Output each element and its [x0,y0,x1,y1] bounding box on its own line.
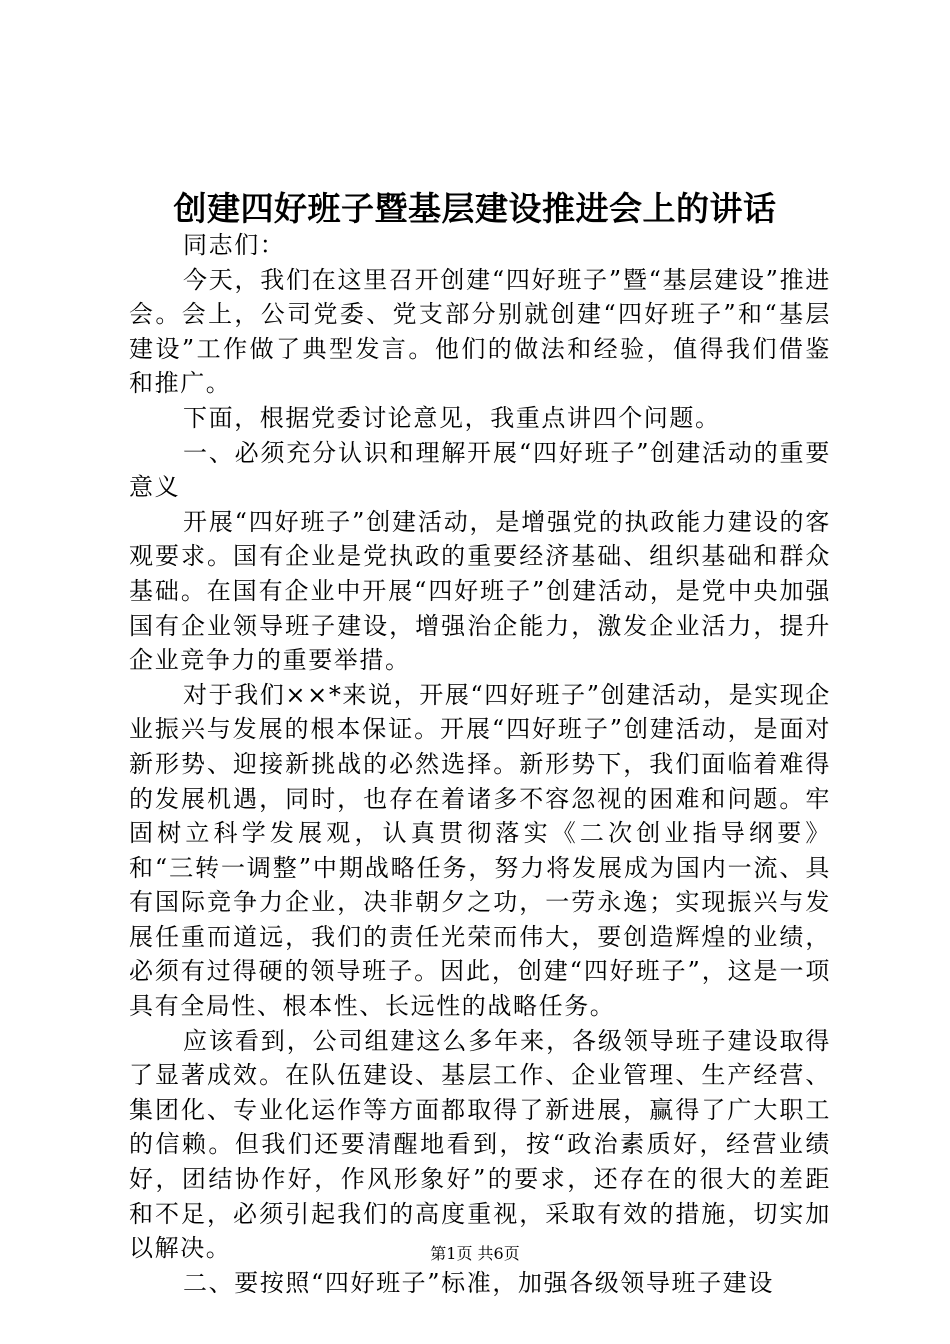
section-heading: 二、要按照“四好班子”标准，加强各级领导班子建设 [183,1268,774,1297]
paragraph: 应该看到，公司组建这么多年来，各级领导班子建设取得了显著成效。在队伍建设、基层工作、企业管理、生产经营、集团化、专业化运作等方面都取得了新进展，赢得了广大职工的信赖。但我们还要清醒地看到，按“政治素质好，经营业绩好，团结协作好，作风形象好”的要求，还存在的很大的差距和不足，必须引起我们的高度重视，采取有效的措施，切实加以解决。 [129,1026,831,1263]
paragraph: 下面，根据党委讨论意见，我重点讲四个问题。 [183,403,721,432]
paragraph: 开展“四好班子”创建活动，是增强党的执政能力建设的客观要求。国有企业是党执政的重要经济基础、组织基础和群众基础。在国有企业中开展“四好班子”创建活动，是党中央加强国有企业领导班子建设，增强治企能力，激发企业活力，提升企业竞争力的重要举措。 [129,507,831,675]
document-title: 创建四好班子暨基层建设推进会上的讲话 [173,189,777,228]
paragraph: 今天，我们在这里召开创建“四好班子”暨“基层建设”推进会。会上，公司党委、党支部分别就创建“四好班子”和“基层建设”工作做了典型发言。他们的做法和经验，值得我们借鉴和推广。 [129,265,831,398]
paragraph-salutation: 同志们： [183,231,286,259]
paragraph: 对于我们××*来说，开展“四好班子”创建活动，是实现企业振兴与发展的根本保证。开展“四好班子”创建活动，是面对新形势、迎接新挑战的必然选择。新形势下，我们面临着难得的发展机遇，同时，也存在着诸多不容忽视的困难和问题。牢固树立科学发展观，认真贯彻落实《二次创业指导纲要》和“三转一调整”中期战略任务，努力将发展成为国内一流、具有国际竞争力企业，决非朝夕之功，一劳永逸；实现振兴与发展任重而道远，我们的责任光荣而伟大，要创造辉煌的业绩，必须有过得硬的领导班子。因此，创建“四好班子”，这是一项具有全局性、根本性、长远性的战略任务。 [129,680,831,1021]
section-heading: 一、必须充分认识和理解开展“四好班子”创建活动的重要意义 [129,438,831,502]
page-number-footer: 第1页 共6页 [430,1244,520,1263]
document-body [129,228,831,1300]
